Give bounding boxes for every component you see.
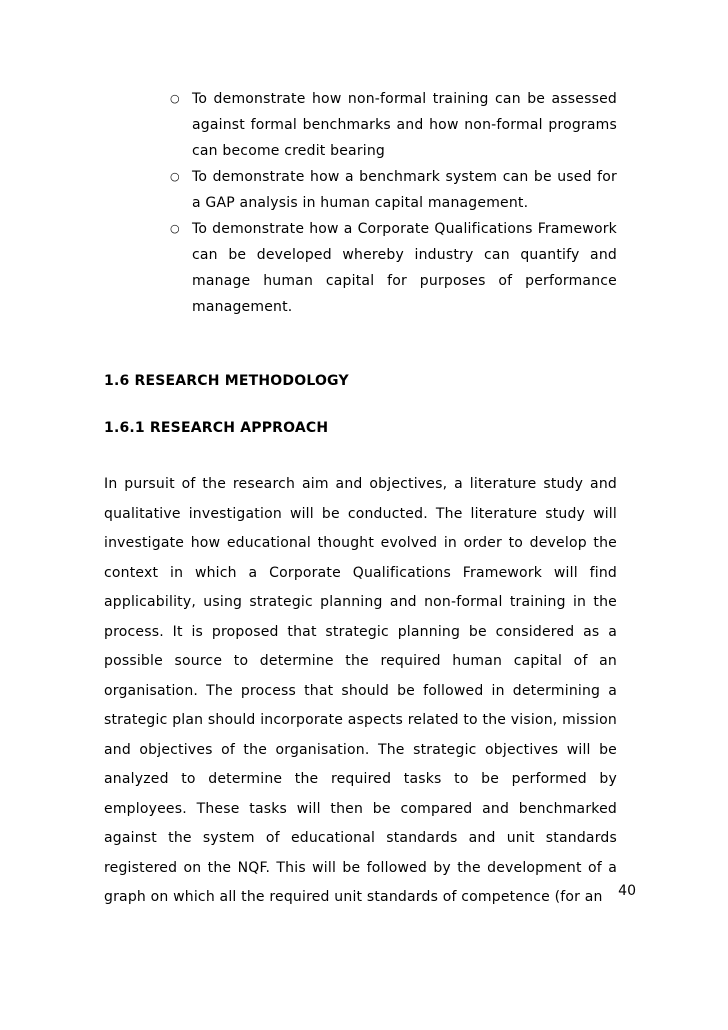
hollow-bullet-icon: ○ [170,222,180,235]
hollow-bullet-icon: ○ [170,92,180,105]
objectives-list [0,86,728,320]
subsection-heading: 1.6.1 RESEARCH APPROACH [104,420,329,436]
list-item [0,164,617,216]
list-item [0,86,617,164]
list-item [0,216,617,320]
page-number: 40 [618,883,636,899]
hollow-bullet-icon: ○ [170,170,180,183]
section-heading: 1.6 RESEARCH METHODOLOGY [104,373,349,389]
list-item-text: To demonstrate how a benchmark system can be used for a GAP analysis in human capital management. [192,169,617,211]
list-item-text: To demonstrate how non-formal training can be assessed against formal benchmarks and how non-formal programs can become credit bearing [192,91,617,159]
list-item-text: To demonstrate how a Corporate Qualifications Framework can be developed whereby industry can quantify and manage human capital for purposes of performance management. [192,221,617,315]
body-paragraph: In pursuit of the research aim and objectives, a literature study and qualitative investigation will be conducted. The literature study will investigate how educational thought evolved in order to develop the context in which a Corporate Qualifications Framework will find applicability, using strategic planning and non-formal training in the process. It is proposed that strategic planning be considered as a possible source to determine the required human capital of an organisation. The process that should be followed in determining a strategic plan should incorporate aspects related to the vision, mission and objectives of the organisation. The strategic objectives will be analyzed to determine the required tasks to be performed by employees. These tasks will then be compared and benchmarked against the system of educational standards and unit standards registered on the NQF. This will be followed by the development of a graph on which all the required unit standards of competence (for an [104,476,617,905]
